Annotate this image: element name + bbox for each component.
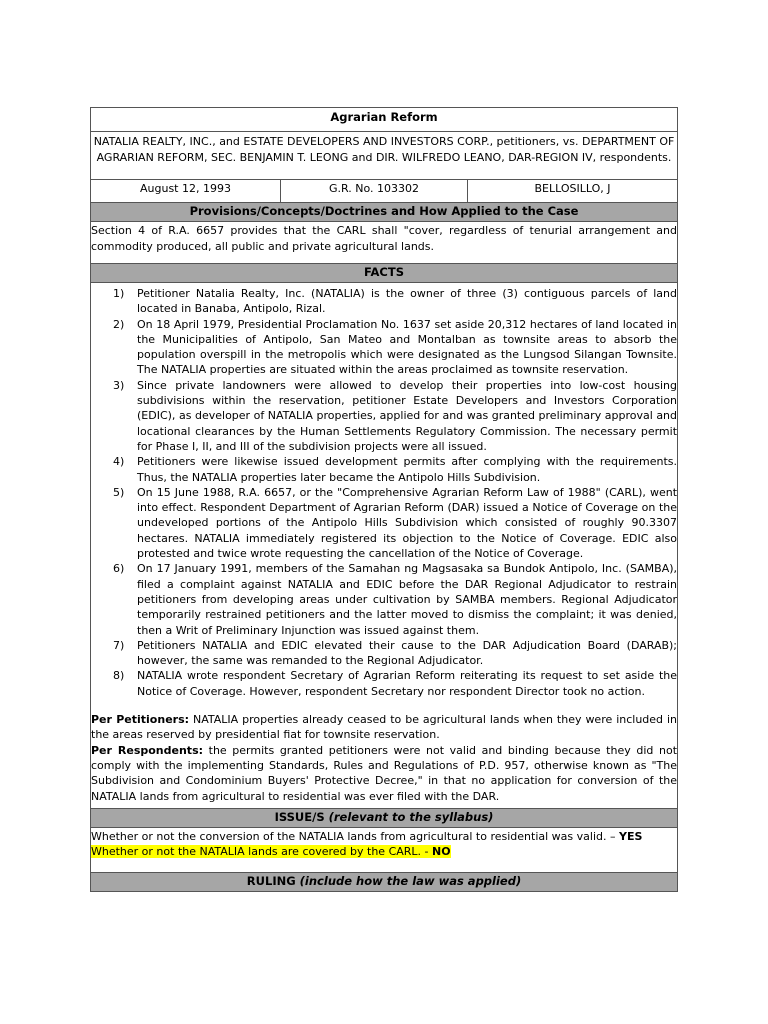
ruling-header-main: RULING (246, 873, 300, 888)
per-petitioners-text: NATALIA properties already ceased to be agricultural lands when they were included in the areas reserved by presidential fiat for townsite reservation. (91, 713, 678, 742)
ruling-header (91, 872, 678, 891)
issue-answer: YES (618, 829, 643, 843)
provisions-header: Provisions/Concepts/Doctrines and How Applied to the Case (91, 203, 678, 222)
issue-text-highlighted (91, 845, 451, 858)
facts-header: FACTS (91, 264, 678, 283)
issues-section (91, 827, 678, 872)
case-ponente: BELLOSILLO, J (468, 180, 678, 203)
fact-number: 3) (113, 378, 125, 392)
case-gr-number: G.R. No. 103302 (281, 180, 468, 203)
fact-text: Since private landowners were allowed to develop their properties into low-cost housing subdivisions within the reservation, petitioner Estate Developers and Investors Corporation (EDIC), as developer of NATALIA properties, applied for and was granted preliminary approval and locational clearances by the Human Settlements Regulatory Commission. The necessary permit for Phase I, II, and III of the subdivision projects were all issued. (137, 378, 678, 453)
per-petitioners-paragraph (91, 712, 677, 743)
per-respondents-text: the permits granted petitioners were not valid and binding because they did not comply with the implementing Standards, Rules and Regulations of P.D. 957, otherwise known as "The Subdivision and Condominium Buyers' Protective Decree," in that no application for conversion of the NATALIA lands from agricultural to residential was ever filed with the DAR. (91, 743, 678, 803)
fact-item (91, 454, 677, 485)
fact-number: 6) (113, 562, 125, 576)
fact-text: On 15 June 1988, R.A. 6657, or the "Comprehensive Agrarian Reform Law of 1988" (CARL), went into effect. Respondent Department of Agrarian Reform (DAR) issued a Notice of Coverage on the undeveloped portions of the Antipolo Hills Subdivision which consisted of roughly 90.3307 hectares. NATALIA immediately registered its objection to the Notice of Coverage. EDIC also protested and twice wrote requesting the cancellation of the Notice of Coverage. (137, 485, 678, 561)
fact-number: 7) (113, 638, 125, 652)
fact-item (91, 378, 677, 454)
fact-text: Petitioners were likewise issued development permits after complying with the requirements. Thus, the NATALIA properties later became the Antipolo Hills Subdivision. (137, 455, 678, 484)
fact-number: 8) (113, 669, 125, 683)
fact-item (91, 485, 677, 561)
per-respondents-paragraph (91, 743, 677, 804)
arguments-block (91, 712, 677, 804)
fact-number: 4) (113, 455, 125, 469)
fact-text: On 18 April 1979, Presidential Proclamation No. 1637 set aside 20,312 hectares of land located in the Municipalities of Antipolo, San Mateo and Montalban as townsite areas to absorb the population overspill in the metropolis which were designated as the Lungsod Silangan Townsite. The NATALIA properties are situated within the areas proclaimed as townsite reservation. (137, 317, 678, 377)
case-date: August 12, 1993 (91, 180, 281, 203)
issue-text: Whether or not the conversion of the NATALIA lands from agricultural to residential was valid. – (91, 829, 619, 843)
case-digest-table (90, 107, 678, 892)
fact-number: 2) (113, 317, 125, 331)
issues-header-note: (relevant to the syllabus) (328, 809, 494, 824)
fact-text: Petitioners NATALIA and EDIC elevated their cause to the DAR Adjudication Board (DARAB); however, the same was remanded to the Regional Adjudicator. (137, 638, 678, 668)
fact-item (91, 561, 677, 637)
fact-item (91, 286, 677, 317)
issues-header (91, 808, 678, 827)
fact-text: Petitioner Natalia Realty, Inc. (NATALIA) is the owner of three (3) contiguous parcels of land located in Banaba, Antipolo, Rizal. (137, 287, 678, 316)
fact-item (91, 638, 677, 669)
facts-list (91, 286, 677, 699)
fact-text: NATALIA wrote respondent Secretary of Agrarian Reform reiterating its request to set aside the Notice of Coverage. However, respondent Secretary nor respondent Director took no action. (137, 669, 678, 698)
fact-number: 5) (113, 485, 125, 499)
provisions-text: Section 4 of R.A. 6657 provides that the CARL shall "cover, regardless of tenurial arrangement and commodity produced, all public and private agricultural lands. (91, 222, 678, 264)
case-parties: NATALIA REALTY, INC., and ESTATE DEVELOPERS AND INVESTORS CORP., petitioners, vs. DEPARTMENT OF AGRARIAN REFORM, SEC. BENJAMIN T. LEONG and DIR. WILFREDO LEANO, DAR-REGION IV, respondents. (91, 132, 678, 180)
case-digest-document (90, 107, 677, 892)
per-respondents-label: Per Respondents: (91, 743, 204, 757)
fact-text: On 17 January 1991, members of the Samahan ng Magsasaka sa Bundok Antipolo, Inc. (SAMBA), filed a complaint against NATALIA and EDIC before the DAR Regional Adjudicator to restrain petitioners from developing areas under cultivation by SAMBA members. Regional Adjudicator temporarily restrained petitioners and the latter moved to dismiss the complaint; it was denied, then a Writ of Preliminary Injunction was issued against them. (137, 562, 678, 637)
issue-text: Whether or not the NATALIA lands are covered by the CARL. - (91, 844, 432, 858)
per-petitioners-label: Per Petitioners: (91, 713, 190, 727)
facts-section (91, 283, 678, 809)
issue-answer: NO (432, 844, 451, 858)
fact-item (91, 668, 677, 699)
fact-item (91, 317, 677, 378)
document-title: Agrarian Reform (91, 108, 678, 132)
issues-header-main: ISSUE/S (274, 809, 329, 824)
issue-item (91, 844, 677, 859)
issue-item (91, 829, 677, 844)
fact-number: 1) (113, 287, 125, 300)
ruling-header-note: (include how the law was applied) (299, 873, 522, 888)
